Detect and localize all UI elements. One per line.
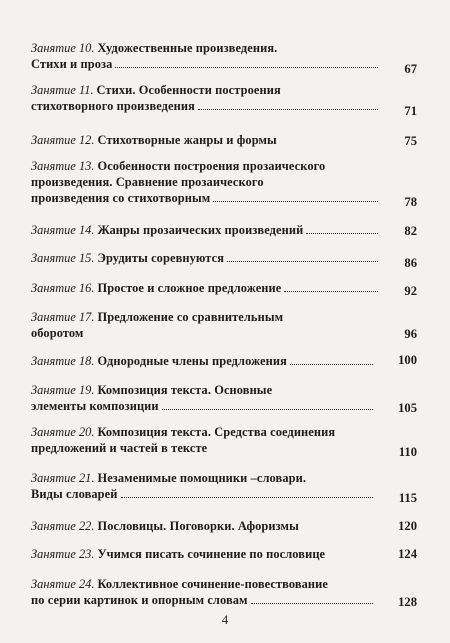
lesson-title: Стихи. Особенности построения — [96, 83, 281, 97]
page-number: 120 — [398, 519, 417, 533]
page-number: 71 — [404, 104, 417, 118]
leader-dots — [162, 399, 373, 410]
leader-dots — [306, 223, 378, 234]
page-number: 92 — [404, 284, 417, 298]
lesson-number: Занятие 12. — [31, 133, 95, 147]
page-number: 96 — [404, 327, 417, 341]
lesson-title: Пословицы. Поговорки. Афоризмы — [97, 519, 299, 533]
lesson-number: Занятие 18. — [31, 354, 95, 368]
lesson-title: Композиция текста. Средства соединения — [97, 425, 336, 439]
lesson-title: Простое и сложное предложение — [97, 281, 282, 295]
page-number: 78 — [404, 195, 417, 209]
lesson-title: Художественные произведения. — [97, 41, 278, 55]
page-number: 67 — [404, 62, 417, 76]
lesson-title: Жанры прозаических произведений — [97, 223, 304, 237]
lesson-title: Стихотворные жанры и формы — [97, 133, 277, 147]
lesson-title: произведения со стихотворным — [31, 191, 211, 205]
lesson-number: Занятие 13. — [31, 159, 95, 173]
footer-page-number: 4 — [221, 613, 229, 627]
lesson-title: Эрудиты соревнуются — [97, 251, 225, 265]
page-number: 128 — [398, 595, 417, 609]
lesson-title: Однородные члены предложения — [97, 354, 287, 368]
lesson-title: Незаменимые помощники –словари. — [97, 471, 307, 485]
lesson-number: Занятие 24. — [31, 577, 95, 591]
page-number: 75 — [404, 134, 417, 148]
lesson-number: Занятие 23. — [31, 547, 95, 561]
toc-entry — [31, 309, 417, 341]
lesson-title: Особенности построения прозаического — [97, 159, 326, 173]
lesson-number: Занятие 21. — [31, 471, 95, 485]
page-number: 82 — [404, 224, 417, 238]
lesson-number: Занятие 22. — [31, 519, 95, 533]
toc-entry — [31, 424, 417, 459]
page-number: 105 — [398, 401, 417, 415]
toc-entry — [31, 546, 417, 562]
toc-entry — [31, 222, 417, 238]
lesson-title: по серии картинок и опорным словам — [31, 593, 248, 607]
toc-entry — [31, 132, 417, 148]
toc-entry — [31, 470, 417, 505]
page-number: 100 — [398, 353, 417, 367]
toc-entry — [31, 280, 417, 298]
toc-entry — [31, 250, 417, 270]
leader-dots — [121, 487, 374, 498]
lesson-number: Занятие 15. — [31, 251, 95, 265]
lesson-title: элементы композиции — [31, 399, 159, 413]
lesson-title: произведения. Сравнение прозаического — [31, 175, 264, 189]
lesson-number: Занятие 17. — [31, 310, 95, 324]
lesson-title: стихотворного произведения — [31, 99, 195, 113]
leader-dots — [115, 57, 378, 68]
page-number: 86 — [404, 256, 417, 270]
page-number: 124 — [398, 547, 417, 561]
lesson-title: Коллективное сочинение-повествование — [97, 577, 329, 591]
lesson-title: Виды словарей — [31, 487, 118, 501]
lesson-number: Занятие 11. — [31, 83, 94, 97]
lesson-number: Занятие 20. — [31, 425, 95, 439]
toc-entry — [31, 576, 417, 609]
lesson-title: Учимся писать сочинение по пословице — [97, 547, 326, 561]
lesson-number: Занятие 10. — [31, 41, 95, 55]
lesson-title: оборотом — [31, 326, 84, 340]
toc-entry — [31, 158, 417, 209]
lesson-number: Занятие 14. — [31, 223, 95, 237]
leader-dots — [251, 593, 373, 604]
leader-dots — [284, 281, 378, 292]
lesson-number: Занятие 16. — [31, 281, 95, 295]
lesson-title: Стихи и проза — [31, 57, 113, 71]
toc-entry — [31, 382, 417, 415]
lesson-number: Занятие 19. — [31, 383, 95, 397]
leader-dots — [227, 251, 378, 262]
leader-dots — [198, 99, 378, 110]
leader-dots — [213, 191, 378, 202]
toc-entry — [31, 40, 417, 76]
page-number: 110 — [398, 445, 417, 459]
lesson-title: Композиция текста. Основные — [97, 383, 273, 397]
toc-entry — [31, 82, 417, 118]
toc-entry — [31, 518, 417, 534]
toc-entry — [31, 353, 417, 369]
page-number: 115 — [398, 491, 417, 505]
lesson-title: предложений и частей в тексте — [31, 441, 208, 455]
leader-dots — [290, 354, 373, 365]
lesson-title: Предложение со сравнительным — [97, 310, 284, 324]
